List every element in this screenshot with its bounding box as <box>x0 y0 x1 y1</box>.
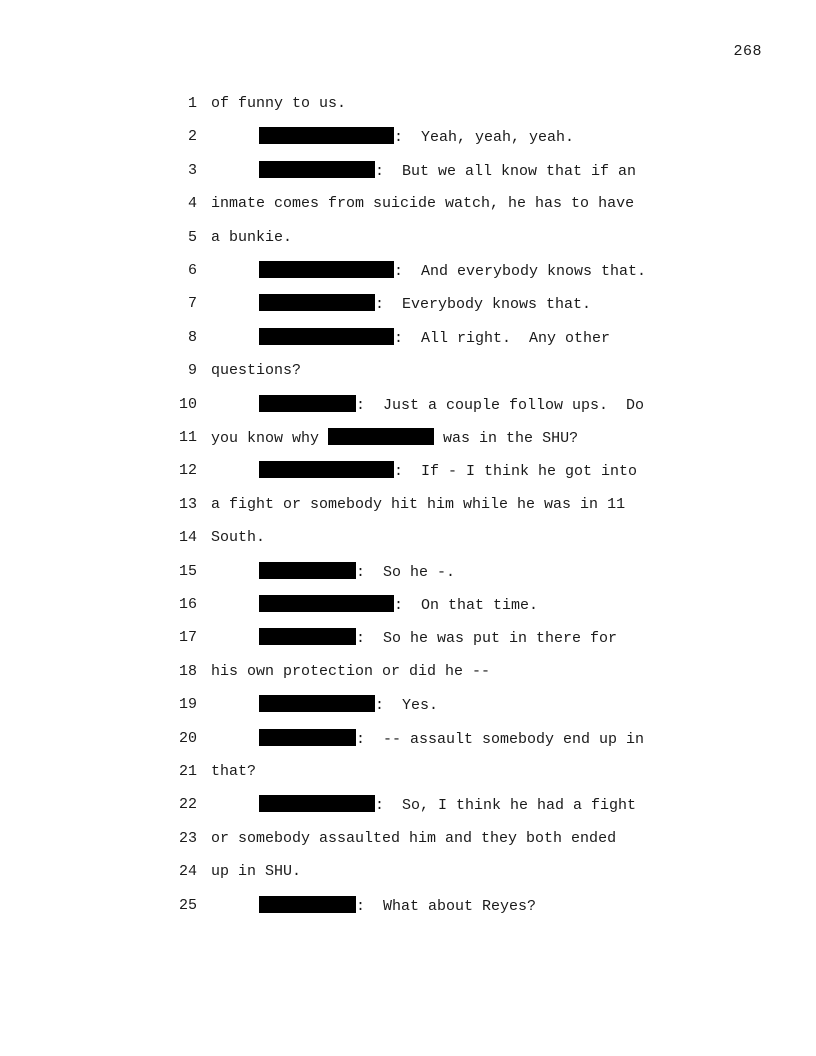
line-number: 7 <box>187 295 197 313</box>
line-content: or somebody assaulted him and they both ended <box>211 829 617 847</box>
line-number: 2 <box>187 128 197 146</box>
line-number: 17 <box>178 629 197 647</box>
line-content: : Just a couple follow ups. Do <box>356 396 645 414</box>
line-text <box>259 127 574 148</box>
line-number: 25 <box>178 896 197 914</box>
line-text <box>259 628 617 649</box>
line-number: 13 <box>178 495 197 513</box>
line-number: 11 <box>178 429 197 446</box>
line-number: 5 <box>187 228 197 246</box>
speaker-redaction <box>259 729 356 746</box>
line-number: 22 <box>178 796 197 814</box>
line-text <box>211 762 256 782</box>
line-number: 19 <box>178 696 197 714</box>
page-number: 268 <box>733 43 762 60</box>
speaker-redaction <box>259 127 394 144</box>
line-number: 6 <box>187 262 197 279</box>
line-number: 4 <box>187 195 197 213</box>
line-content: : Yeah, yeah, yeah. <box>394 129 575 147</box>
line-content: : So he -. <box>356 563 456 581</box>
line-number: 14 <box>178 529 197 547</box>
line-number: 15 <box>178 562 197 580</box>
line-text <box>211 862 301 882</box>
speaker-redaction <box>259 795 375 812</box>
line-number: 18 <box>178 662 197 680</box>
line-content: : Everybody knows that. <box>375 296 592 314</box>
line-content: : So, I think he had a fight <box>375 797 637 815</box>
line-content: : But we all know that if an <box>375 162 637 180</box>
line-text <box>259 461 637 482</box>
line-number: 24 <box>178 863 197 881</box>
line-content: of funny to us. <box>211 95 347 112</box>
line-text <box>259 294 591 315</box>
line-text <box>211 94 346 114</box>
line-content: that? <box>211 763 257 780</box>
line-number: 9 <box>187 362 197 380</box>
line-content: : What about Reyes? <box>356 897 537 915</box>
line-text <box>211 428 578 449</box>
speaker-redaction <box>259 395 356 412</box>
speaker-redaction <box>259 294 375 311</box>
speaker-redaction <box>259 161 375 178</box>
line-content: you know why <box>211 430 320 447</box>
speaker-redaction <box>259 328 394 345</box>
line-number: 8 <box>187 328 197 346</box>
line-content: : On that time. <box>394 597 539 614</box>
line-text <box>211 662 490 682</box>
speaker-redaction <box>259 261 394 278</box>
line-text <box>259 161 636 182</box>
speaker-redaction <box>259 695 375 712</box>
name-redaction <box>328 428 434 445</box>
line-content: his own protection or did he -- <box>211 662 491 680</box>
line-content: a fight or somebody hit him while he was in 11 <box>211 495 626 513</box>
line-content: : All right. Any other <box>394 329 611 347</box>
line-text <box>211 829 616 849</box>
line-text <box>259 695 438 716</box>
line-number: 12 <box>178 462 197 480</box>
line-content-after: was in the SHU? <box>434 430 579 447</box>
line-content: : -- assault somebody end up in <box>356 730 645 748</box>
line-content: inmate comes from suicide watch, he has to have <box>211 195 635 213</box>
line-text <box>211 194 634 214</box>
speaker-redaction <box>259 595 394 612</box>
speaker-redaction <box>259 562 356 579</box>
line-content: : If - I think he got into <box>394 463 638 481</box>
line-text <box>259 795 636 816</box>
speaker-redaction <box>259 628 356 645</box>
line-number: 3 <box>187 161 197 179</box>
line-content: : So he was put in there for <box>356 630 618 648</box>
line-text <box>259 729 644 750</box>
line-content: questions? <box>211 362 302 380</box>
line-text <box>259 395 644 416</box>
line-text <box>259 562 455 583</box>
line-text <box>211 228 292 248</box>
line-text <box>259 595 538 616</box>
line-number: 10 <box>178 395 197 413</box>
line-text <box>259 328 610 349</box>
line-text <box>211 495 625 515</box>
line-number: 20 <box>178 729 197 747</box>
line-content: South. <box>211 529 266 547</box>
line-text <box>259 261 646 282</box>
speaker-redaction <box>259 896 356 913</box>
line-content: : And everybody knows that. <box>394 263 647 280</box>
line-number: 21 <box>178 763 197 780</box>
line-content: : Yes. <box>375 697 439 715</box>
line-text <box>211 528 265 548</box>
line-number: 23 <box>178 829 197 847</box>
speaker-redaction <box>259 461 394 478</box>
line-text <box>259 896 536 917</box>
line-number: 1 <box>187 95 197 112</box>
line-content: a bunkie. <box>211 228 293 246</box>
line-content: up in SHU. <box>211 863 302 881</box>
line-text <box>211 361 301 381</box>
line-number: 16 <box>178 596 197 613</box>
